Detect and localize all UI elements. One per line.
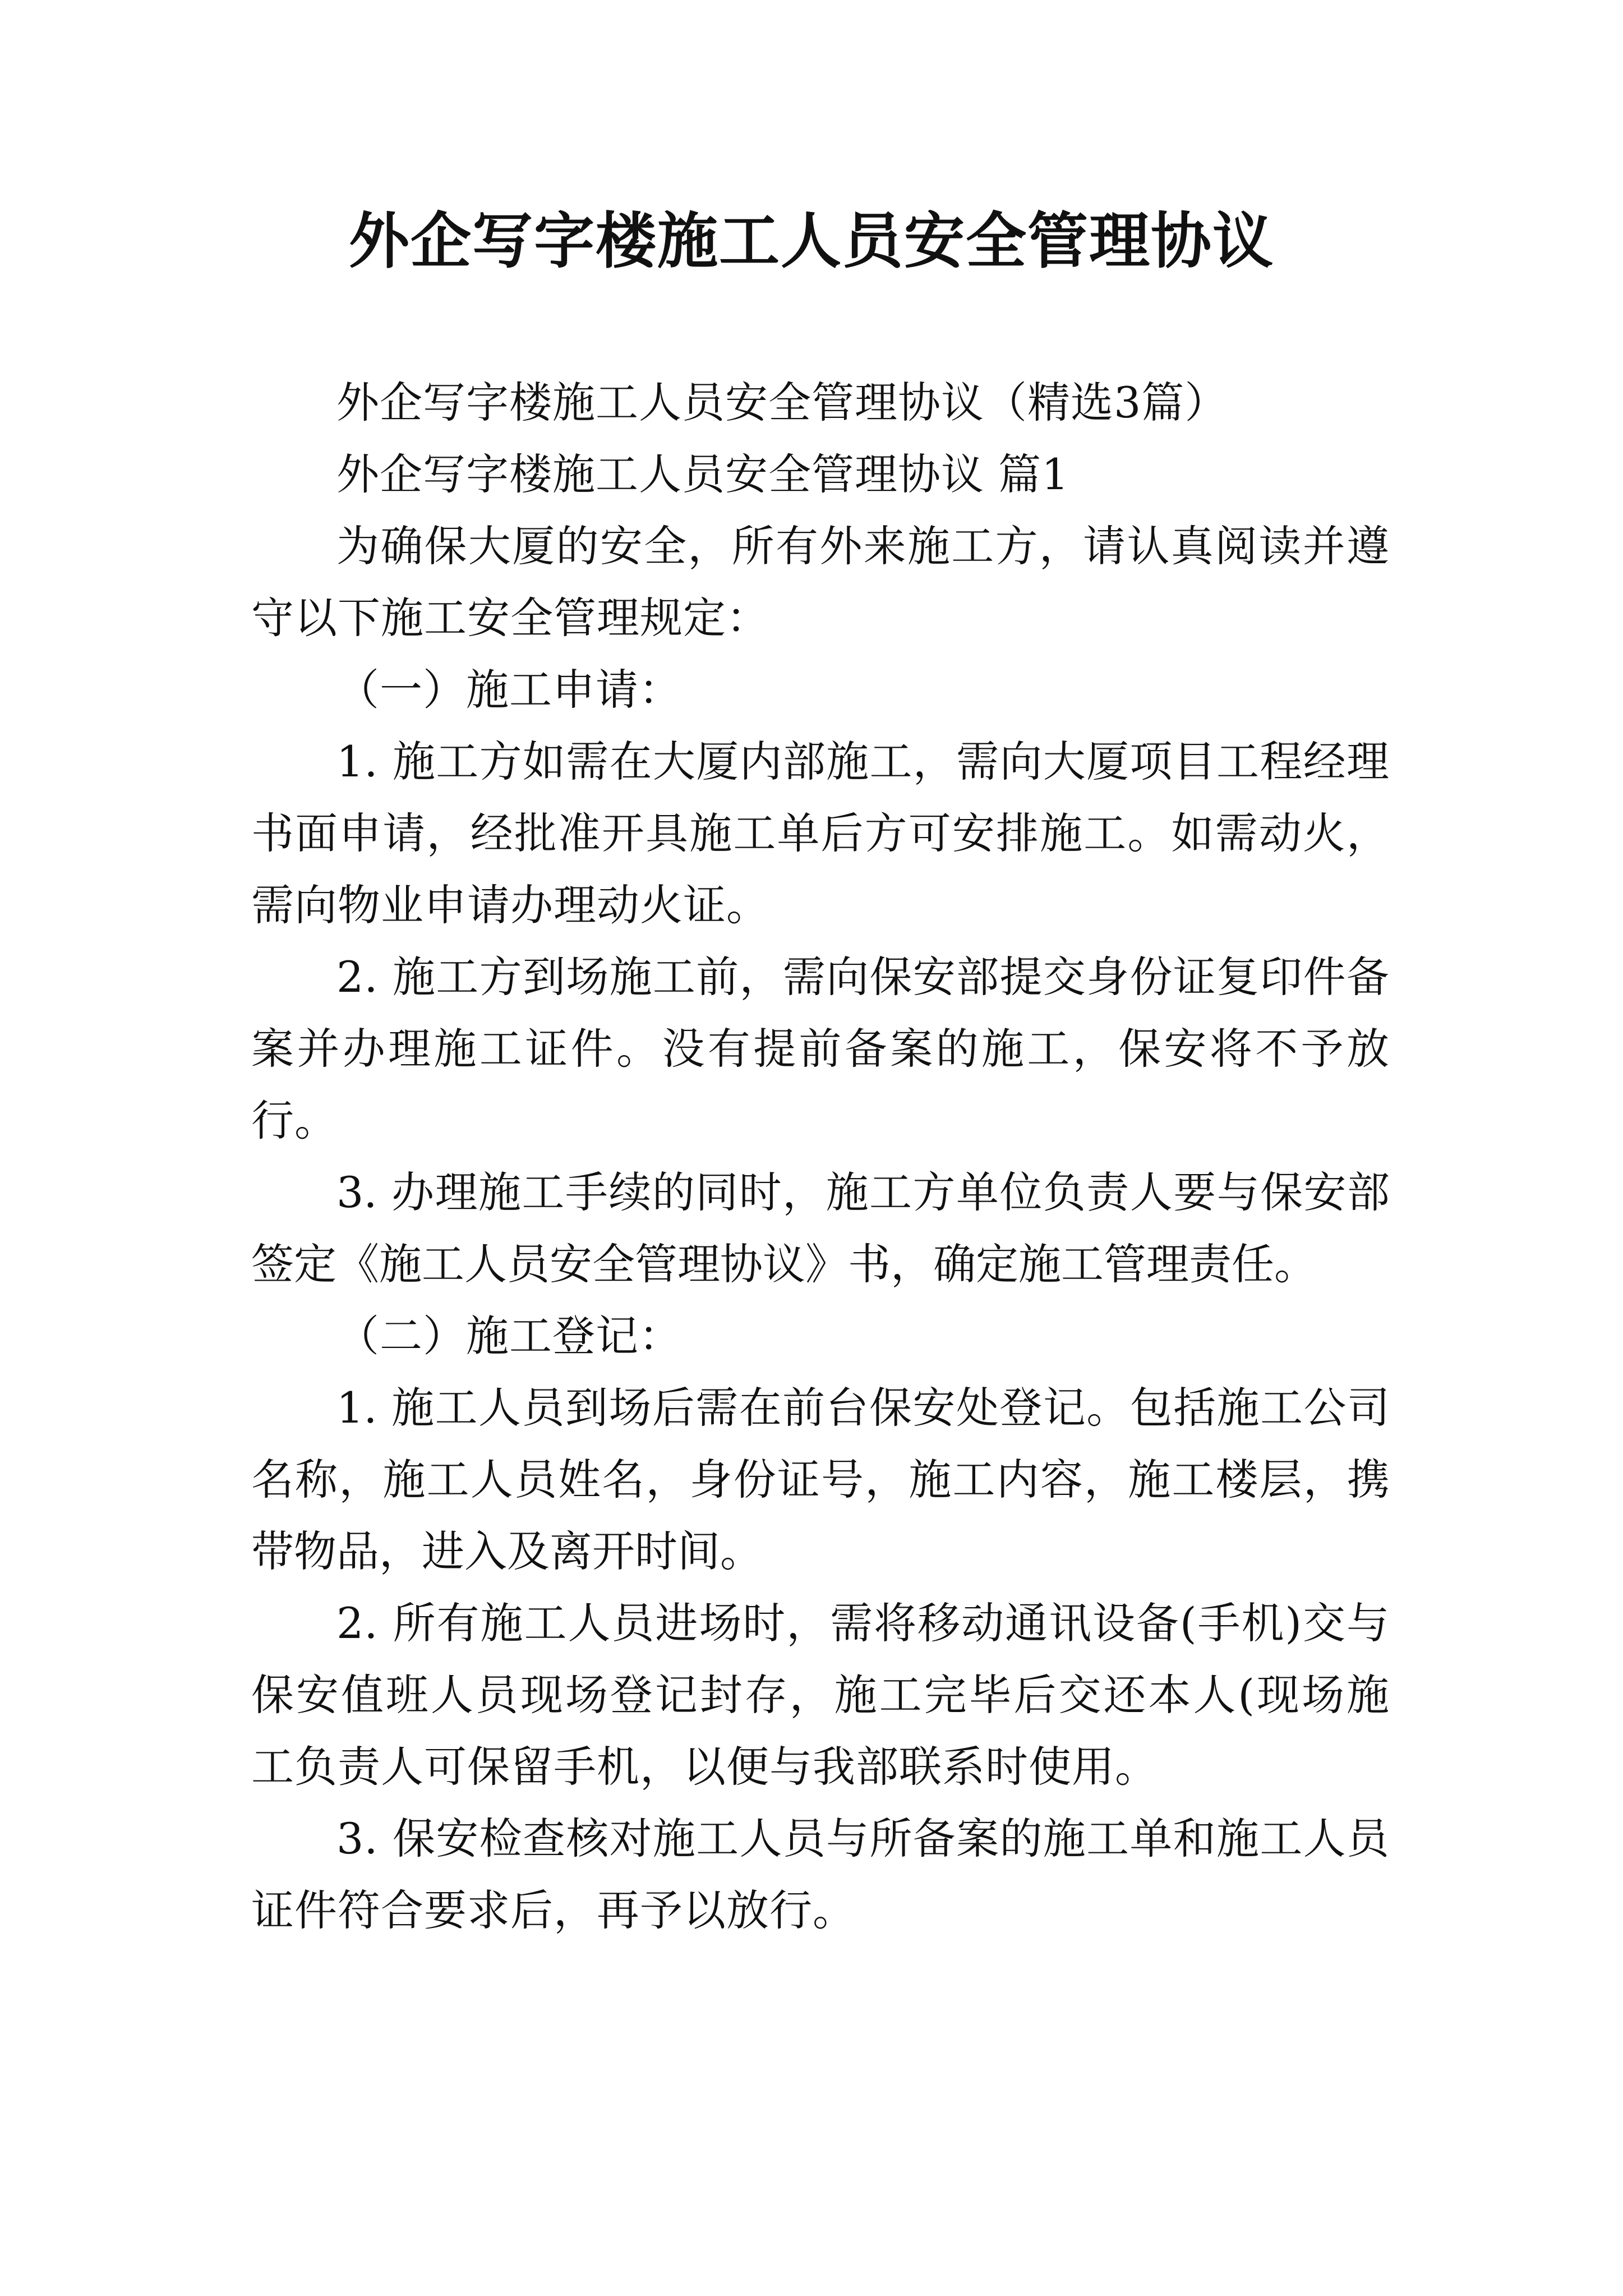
paragraph-application-1: 1. 施工方如需在大厦内部施工，需向大厦项目工程经理书面申请，经批准开具施工单后方可安排施工。如需动火，需向物业申请办理动火证。	[251, 737, 1390, 930]
paragraph-intro: 为确保大厦的安全，所有外来施工方，请认真阅读并遵守以下施工安全管理规定：	[251, 521, 1390, 643]
paragraph-registration-2: 2. 所有施工人员进场时，需将移动通讯设备(手机)交与保安值班人员现场登记封存，施工完毕后交还本人(现场施工负责人可保留手机，以便与我部联系时使用。	[251, 1598, 1390, 1792]
section-heading-application: （一）施工申请：	[336, 665, 682, 715]
paragraph-heading-part-1: 外企写字楼施工人员安全管理协议 篇1	[336, 449, 1069, 499]
paragraph-registration-3: 3. 保安检查核对施工人员与所备案的施工单和施工人员证件符合要求后，再予以放行。	[251, 1814, 1390, 1935]
paragraph-application-2: 2. 施工方到场施工前，需向保安部提交身份证复印件备案并办理施工证件。没有提前备案的施工，保安将不予放行。	[251, 952, 1390, 1145]
document-title: 外企写字楼施工人员安全管理协议	[348, 206, 1274, 277]
document-body	[251, 367, 1390, 1947]
paragraph-application-3: 3. 办理施工手续的同时，施工方单位负责人要与保安部签定《施工人员安全管理协议》书，确定施工管理责任。	[251, 1167, 1390, 1289]
paragraph-heading-collection: 外企写字楼施工人员安全管理协议（精选3篇）	[336, 378, 1228, 427]
paragraph-registration-1: 1. 施工人员到场后需在前台保安处登记。包括施工公司名称，施工人员姓名，身份证号，施工内容，施工楼层，携带物品，进入及离开时间。	[251, 1383, 1390, 1576]
section-heading-registration: （二）施工登记：	[336, 1311, 682, 1361]
